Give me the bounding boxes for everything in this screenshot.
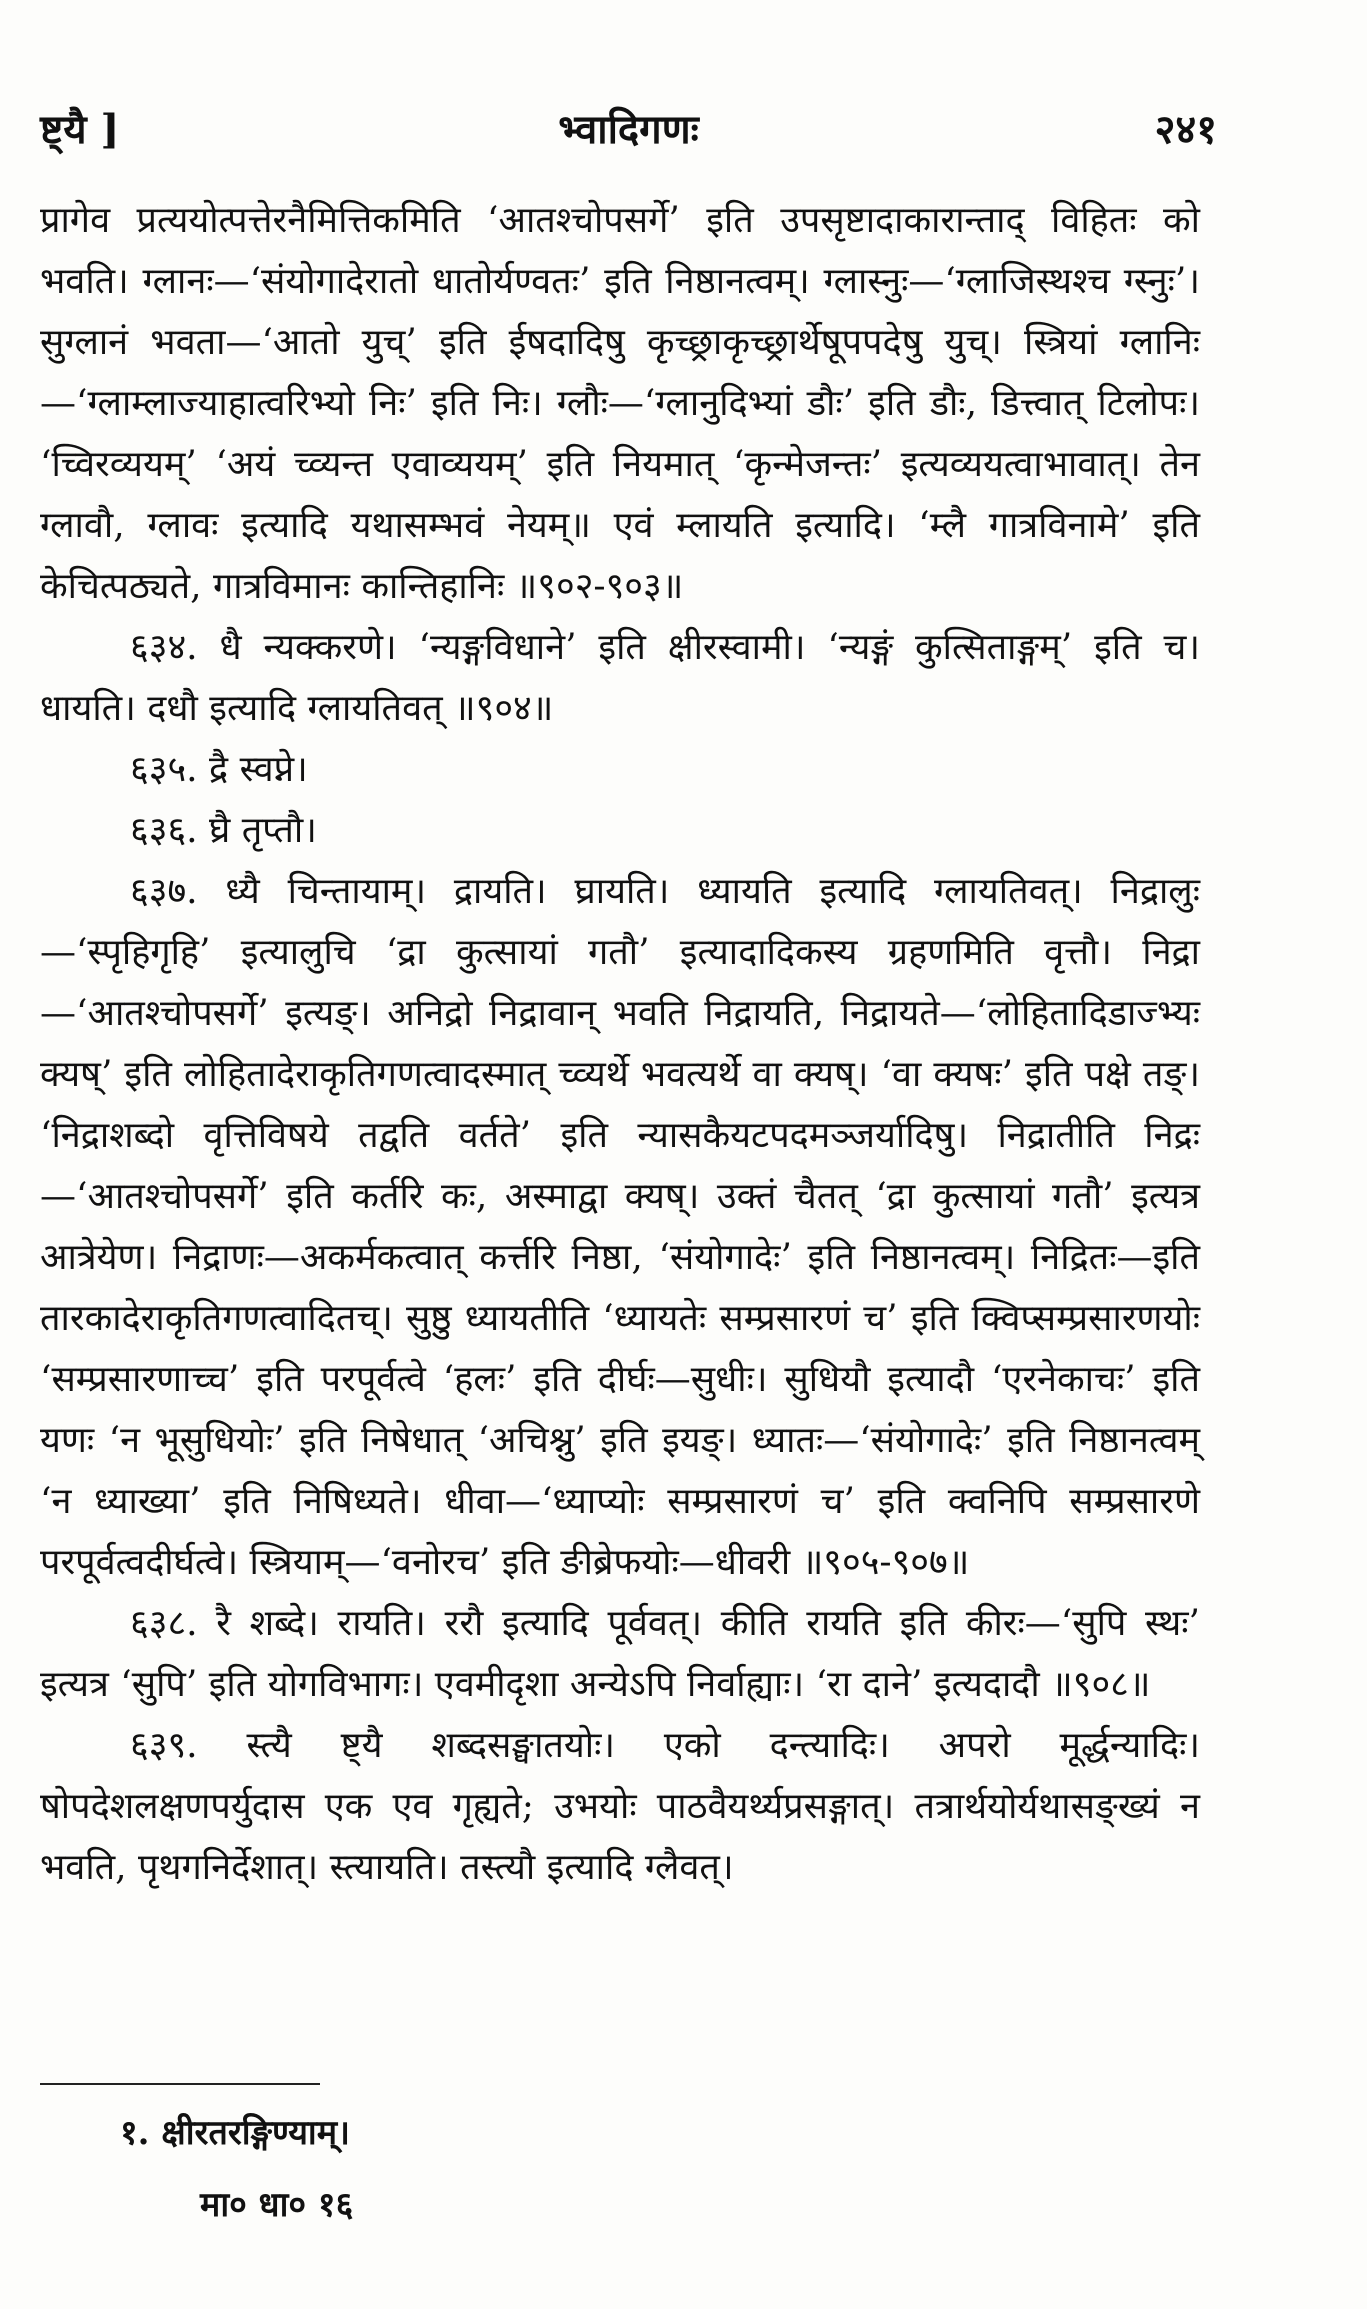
running-head-left: ष्ट्यै ] bbox=[40, 106, 120, 153]
entry-639: ६३९. स्त्यै ष्ट्यै शब्दसङ्घातयोः। एको दन्त्यादिः। अपरो मूर्द्धन्यादिः। षोपदेशलक्षणपर्युदास एक एव गृह्यते; उभयोः पाठवैयर्थ्यप्रसङ्गात्। तत्रार्थयोर्यथासङ्ख्यं न भवति, पृथगनिर्देशात्। स्त्यायति। तस्त्यौ इत्यादि ग्लैवत्। bbox=[40, 1725, 1200, 1888]
page-number: २४१ bbox=[1154, 106, 1217, 153]
entry-636: ६३६. घ्रै तृप्तौ। bbox=[130, 810, 317, 851]
footnote-divider bbox=[40, 2083, 320, 2085]
entry-638: ६३८. रै शब्दे। रायति। ररौ इत्यादि पूर्ववत्। कीति रायति इति कीरः—‘सुपि स्थः’ इत्यत्र ‘सुपि’ इति योगविभागः। एवमीदृशा अन्येऽपि निर्वाह्याः। ‘रा दाने’ इत्यदादौ ॥९०८॥ bbox=[40, 1603, 1200, 1705]
footnote: १. क्षीरतरङ्गिण्याम्। bbox=[120, 2113, 350, 2153]
entry-634: ६३४. धै न्यक्करणे। ‘न्यङ्गविधाने’ इति क्षीरस्वामी। ‘न्यङ्गं कुत्सिताङ्गम्’ इति च। धायति। दधौ इत्यादि ग्लायतिवत् ॥९०४॥ bbox=[40, 627, 1200, 729]
paragraph-continuation: प्रागेव प्रत्ययोत्पत्तेरनैमित्तिकमिति ‘आतश्चोपसर्गे’ इति उपसृष्टादाकारान्ताद् विहितः को भवति। ग्लानः—‘संयोगादेरातो धातोर्यण्वतः’ इति निष्ठानत्वम्। ग्लास्नुः—‘ग्लाजिस्थश्च ग्स्नुः’। सुग्लानं भवता—‘आतो युच्’ इति ईषदादिषु कृच्छ्राकृच्छ्रार्थेषूपपदेषु युच्। स्त्रियां ग्लानिः—‘ग्लाम्लाज्याहात्वरिभ्यो निः’ इति निः। ग्लौः—‘ग्लानुदिभ्यां डौः’ इति डौः, डित्त्वात् टिलोपः। ‘च्विरव्ययम्’ ‘अयं च्व्यन्त एवाव्ययम्’ इति नियमात् ‘कृन्मेजन्तः’ इत्यव्ययत्वाभावात्। तेन ग्लावौ, ग्लावः इत्यादि यथासम्भवं नेयम्॥ एवं म्लायति इत्यादि। ‘म्लै गात्रविनामे’ इति केचित्पठ्यते, गात्रविमानः कान्तिहानिः ॥९०२-९०३॥ bbox=[40, 200, 1200, 607]
running-head-title: भ्वादिगणः bbox=[558, 106, 699, 153]
running-head bbox=[40, 100, 1217, 153]
main-text bbox=[40, 190, 1200, 1898]
entry-635: ६३५. द्रै स्वप्ने। bbox=[130, 749, 308, 790]
signature-folio: मा० धा० १६ bbox=[200, 2185, 354, 2225]
entry-637: ६३७. ध्यै चिन्तायाम्। द्रायति। घ्रायति। ध्यायति इत्यादि ग्लायतिवत्। निद्रालुः—‘स्पृहिगृहि’ इत्यालुचि ‘द्रा कुत्सायां गतौ’ इत्यादादिकस्य ग्रहणमिति वृत्तौ। निद्रा—‘आतश्चोपसर्गे’ इत्यङ्। अनिद्रो निद्रावान् भवति निद्रायति, निद्रायते—‘लोहितादिडाज्भ्यः क्यष्’ इति लोहितादेराकृतिगणत्वादस्मात् च्व्यर्थे भवत्यर्थे वा क्यष्। ‘वा क्यषः’ इति पक्षे तङ्। ‘निद्राशब्दो वृत्तिविषये तद्वति वर्तते’ इति न्यासकैयटपदमञ्जर्यादिषु। निद्रातीति निद्रः—‘आतश्चोपसर्गे’ इति कर्तरि कः, अस्माद्वा क्यष्। उक्तं चैतत् ‘द्रा कुत्सायां गतौ’ इत्यत्र आत्रेयेण। निद्राणः—अकर्मकत्वात् कर्त्तरि निष्ठा, ‘संयोगादेः’ इति निष्ठानत्वम्। निद्रितः—इति तारकादेराकृतिगणत्वादितच्। सुष्ठु ध्यायतीति ‘ध्यायतेः सम्प्रसारणं च’ इति क्विप्सम्प्रसारणयोः ‘सम्प्रसारणाच्च’ इति परपूर्वत्वे ‘हलः’ इति दीर्घः—सुधीः। सुधियौ इत्यादौ ‘एरनेकाचः’ इति यणः ‘न भूसुधियोः’ इति निषेधात् ‘अचिश्नु’ इति इयङ्। ध्यातः—‘संयोगादेः’ इति निष्ठानत्वम् ‘न ध्याख्या’ इति निषिध्यते। धीवा—‘ध्याप्योः सम्प्रसारणं च’ इति क्वनिपि सम्प्रसारणे परपूर्वत्वदीर्घत्वे। स्त्रियाम्—‘वनोरच’ इति ङीब्रेफयोः—धीवरी ॥९०५-९०७॥ bbox=[40, 871, 1200, 1583]
